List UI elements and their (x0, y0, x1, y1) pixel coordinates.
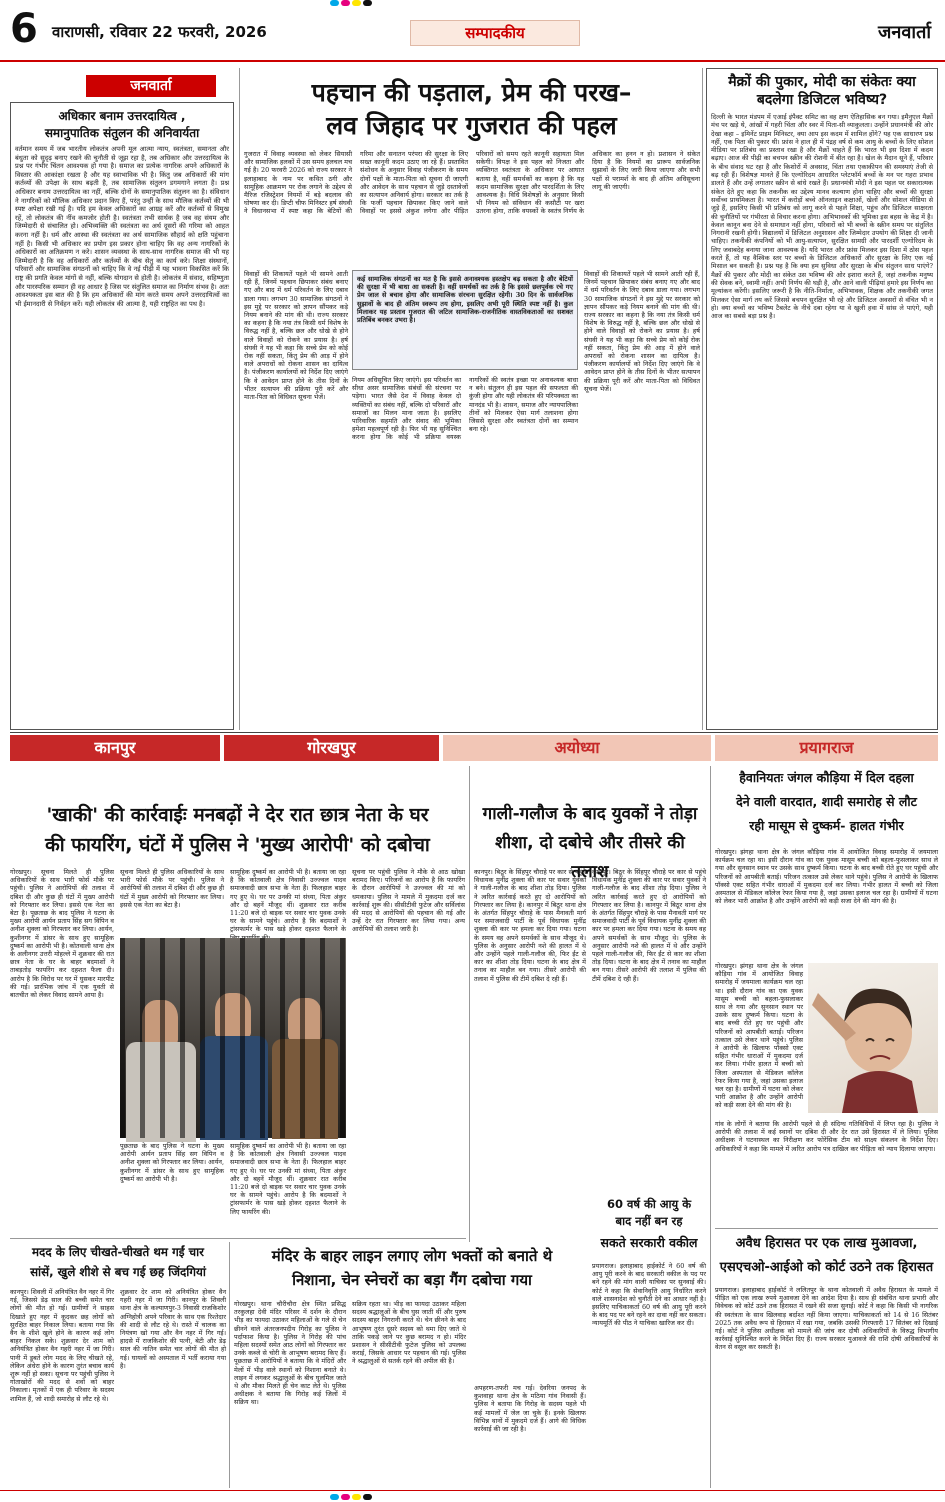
section-divider (10, 732, 938, 733)
city-label-gorakhpur: गोरखपुर (224, 735, 439, 761)
galiya-headline-line2: शीशा, दो दबोचे और तीसरे की तलाश (495, 833, 685, 882)
sarkari-vakil-headline-line3: सकते सरकारी वकील (600, 1235, 698, 1250)
galiya-body-col1: कानपुर। बिठूर के सिंहपुर चौराहे पर कार से पहुंचे विधायक मुनींद्र शुक्ला की कार पर सवार युवकों ने गाली-गलौज के बाद शीशा तोड़ दिया। पुलिस ने त्वरित कार्रवाई करते हुए दो आरोपियों को गिरफ्तार कर लिया है। कानपुर में बिठूर थाना क्षेत्र के अंतर्गत सिंहपुर चौराहे के पास मैनावती मार्ग पर समाजवादी पार्टी के पूर्व विधायक मुनींद्र शुक्ला की कार पर हमला कर दिया गया। घटना के समय वह अपने समर्थकों के साथ मौजूद थे। पुलिस के अनुसार आरोपी नशे की हालत में थे और उन्होंने पहले गाली-गलौज की, फिर ईंट से कार का शीशा तोड़ दिया। घटना के बाद क्षेत्र में तनाव का माहौल बन गया। तीसरे आरोपी की तलाश में पुलिस की टीमें दबिश दे रही हैं। (474, 868, 586, 983)
main-story-body-center: नियम अधिसूचित किए जाएंगे। इस परिवर्तन का सीधा असर सामाजिक संबंधों की संरचना पर पड़ेगा। भारत जैसे देश में विवाह केवल दो व्यक्तियों का संबंध नहीं, बल्कि दो परिवारों और समाजों का मिलन माना जाता है। इसलिए पारिवारिक सहमति और संवाद की भूमिका हमेशा महत्वपूर्ण रही है। फिर भी यह सुनिश्चित करना होगा कि कोई भी प्रक्रिया वयस्क नागरिकों की स्वतंत्र इच्छा पर अनावश्यक बाधा न बने। संतुलन ही इस पहल की सफलता की कुंजी होगा और यही लोकतंत्र की परिपक्वता का मानदंड भी है। शासन, समाज और न्यायपालिका तीनों को मिलकर ऐसा मार्ग तलाशना होगा जिससे सुरक्षा और स्वतंत्रता दोनों का सम्मान बना रहे। (352, 376, 578, 442)
madad-headline-line2: सांसें, खुले शीशे से बच गई छह जिंदगियां (30, 1265, 206, 1279)
khaki-body-col3b: सामूहिक दुष्कर्म का आरोपी भी है। बताया जा रहा है कि कोतवाली क्षेत्र निवासी उज्ज्वल यादव समाजवादी छात्र सभा के नेता हैं। फिलहाल बाहर गए हुए थे। घर पर उनकी मां संध्या, पिता अंकुर और दो बहनें मौजूद थीं। शुक्रवार रात करीब 11:20 बजे दो बाइक पर सवार चार युवक उनके घर के सामने पहुंचे। आरोप है कि बदमाशों ने ट्रांसफार्मर के पास खड़े होकर दहशत फैलाने के लिए फायरिंग की। (230, 1142, 346, 1216)
editorial-title-line1: अधिकार बनाम उत्तरदायित्व , (58, 109, 186, 123)
dehla-headline-line3: रही मासूम से दुष्कर्म- हालत गंभीर (749, 818, 904, 833)
mandir-headline-line1: मंदिर के बाहर लाइन लगाए लोग भक्तों को बनाते थे (271, 1247, 553, 1265)
muavja-headline-line2: एसएचओ-आईओ को कोर्ट उठने तक हिरासत (719, 1260, 934, 1275)
galiya-headline-line1: गाली-गलौज के बाद युवकों ने तोड़ा (482, 804, 698, 824)
muavja-headline-line1: अवैध हिरासत पर एक लाख मुआवजा, (735, 1236, 918, 1251)
city-label-ayodhya: अयोध्या (443, 735, 711, 761)
page-header (0, 0, 945, 62)
khaki-headline (10, 800, 465, 860)
column-rule (469, 766, 470, 1242)
section-label: सम्पादकीय (410, 20, 580, 46)
main-headline-line1: पहचान की पड़ताल, प्रेम की परख– (311, 78, 632, 107)
paper-name: जनवार्ता (878, 22, 931, 43)
madad-headline (10, 1242, 226, 1282)
page-footer-rule (0, 1490, 945, 1491)
column-rule (710, 766, 711, 1488)
city-label-kanpur: कानपुर (10, 735, 220, 761)
editorial-box (10, 102, 234, 730)
sarkari-vakil-headline-line2: बाद नहीं बन रह (615, 1214, 683, 1228)
sarkari-vakil-headline-line1: 60 वर्ष की आयु के (606, 1197, 692, 1211)
main-story-quote: कई सामाजिक संगठनों का मत है कि इससे अनावश्यक हस्तक्षेप बढ़ सकता है और बेटियों की सुरक्षा में भी बाधा आ सकती है। वहीं समर्थकों का तर्क है कि इससे छलपूर्वक रचे गए प्रेम जाल से बचाव होगा और सामाजिक संरचना सुरक्षित रहेगी। 30 दिन के सार्वजनिक सुझावों के बाद ही अंतिम स्वरूप तय होगा, इसलिए अभी पूरी स्थिति स्पष्ट नहीं है। कुल मिलाकर यह प्रस्ताव गुजरात की जटिल सामाजिक-राजनीतिक वास्तविकताओं का सशक्त प्रतिबिंब बनकर उभरा है। (357, 275, 573, 325)
main-story-quote-box (352, 270, 578, 370)
khaki-headline-line1: 'खाकी' की कार्रवाईः मनबढ़ों ने देर रात छात्र नेता के घर (46, 804, 429, 826)
story-divider (10, 1238, 466, 1239)
main-headline-line2: लव जिहाद पर गुजरात की पहल (326, 111, 617, 140)
khaki-body-col2: सूचना मिलते ही पुलिस अधिकारियों के साथ भारी फोर्स मौके पर पहुंची। पुलिस ने आरोपियों की तलाश में दबिश दी और कुछ ही घंटों में मुख्य आरोपी को गिरफ्तार कर लिया। इससे एक नेता का बेटा है। (120, 868, 224, 909)
registration-marks-bottom (330, 1494, 374, 1500)
madad-body-col2: शुक्रवार देर शाम को अनियंत्रित होकर वैन गहरी नहर में जा गिरी। कानपुर के शिवली थाना क्षेत्र के कल्याणपुर-3 निवासी राजकिशोर अग्निहोत्री अपने परिवार के साथ एक रिश्तेदार की शादी से लौट रहे थे। रास्ते में चालक का नियंत्रण खो गया और वैन नहर में गिर गई। हादसे में राजकिशोर की पत्नी, बेटी और डेढ़ साल की नातिन समेत चार लोगों की मौत हो गई। घायलों को अस्पताल में भर्ती कराया गया है। (120, 1288, 226, 1370)
dehla-body-bottom: गांव के लोगों ने बताया कि आरोपी पहले से ही संदिग्ध गतिविधियों में लिप्त रहा है। पुलिस ने आरोपी की तलाश में कई स्थानों पर दबिश दी और देर रात उसे हिरासत में ले लिया। पुलिस अधीक्षक ने घटनास्थल का निरीक्षण कर फोरेंसिक टीम को साक्ष्य संकलन के निर्देश दिए। अधिकारियों ने कहा कि मामले में त्वरित आरोप पत्र दाखिल कर पीड़िता को न्याय दिलाया जाएगा। (715, 1120, 938, 1153)
muavja-body: प्रयागराज। इलाहाबाद हाईकोर्ट ने ललितपुर के थाना कोतवाली में अवैध हिरासत के मामले में पीड़ित को एक लाख रुपये मुआवजा देने का आदेश दिया है। साथ ही संबंधित थाना प्रभारी और विवेचक को कोर्ट उठने तक हिरासत में रखने की सजा सुनाई। कोर्ट ने कहा कि किसी भी नागरिक की स्वतंत्रता के साथ खिलवाड़ बर्दाश्त नहीं किया जाएगा। याचिकाकर्ता को 14 से 16 सितंबर 2025 तक अवैध रूप से हिरासत में रखा गया, जबकि उसकी गिरफ्तारी 17 सितंबर को दिखाई गई। कोर्ट ने पुलिस अधीक्षक को मामले की जांच कर दोषी अधिकारियों के विरुद्ध विभागीय कार्रवाई सुनिश्चित करने के निर्देश दिए हैं। राज्य सरकार मुआवजे की राशि दोषी अधिकारियों के वेतन से वसूल कर सकती है। (715, 1286, 938, 1352)
editorial-body: वर्तमान समय में जब भारतीय लोकतंत्र अपनी मूल आत्मा न्याय, स्वतंत्रता, समानता और बंधुता को सुदृढ़ बनाए रखने की चुनौती से जूझ रहा है, तब अधिकार और उत्तरदायित्व के प्रश्न पर गंभीर चिंतन आवश्यक हो गया है। समाज का प्रत्येक नागरिक अपने अधिकारों के विस्तार की आकांक्षा रखता है और यह स्वाभाविक भी है। किंतु जब अधिकारों की मांग कर्तव्यों की उपेक्षा के साथ बढ़ती है, तब सामाजिक संतुलन डगमगाने लगता है। प्रश्न अधिकार बनाम उत्तरदायित्व का नहीं, बल्कि दोनों के समानुपातिक संतुलन का है। संविधान ने नागरिकों को मौलिक अधिकार प्रदान किए हैं, परंतु उन्हीं के साथ मौलिक कर्तव्यों की भी स्पष्ट अपेक्षा रखी गई है। यदि हम केवल अधिकारों का आग्रह करें और कर्तव्यों से विमुख रहें, तो लोकतंत्र की नींव कमजोर होती है। स्वतंत्रता तभी सार्थक है जब वह संयम और जिम्मेदारी से संचालित हो। अभिव्यक्ति की स्वतंत्रता का अर्थ दूसरों की गरिमा को आहत करना नहीं है। धर्म और आस्था की स्वतंत्रता का अर्थ सामाजिक सौहार्द को क्षति पहुंचाना नहीं है। किसी भी अधिकार का प्रयोग इस प्रकार होना चाहिए कि वह अन्य नागरिकों के अधिकारों का अतिक्रमण न करे। शासन व्यवस्था के साथ-साथ नागरिक समाज की भी यह जिम्मेदारी है कि वह अधिकारों और कर्तव्यों के बीच सेतु का कार्य करे। शिक्षा संस्थानों, परिवारों और सामाजिक संगठनों को चाहिए कि वे नई पीढ़ी में यह भावना विकसित करें कि राष्ट्र की प्रगति केवल मांगों से नहीं, बल्कि योगदान से होती है। लोकतंत्र में संवाद, सहिष्णुता और पारस्परिक सम्मान ही वह आधार है जिस पर संतुलित समाज का निर्माण संभव है। अतः आवश्यकता इस बात की है कि हम अधिकारों की मांग करते समय अपने उत्तरदायित्वों का भी ईमानदारी से निर्वहन करें। यही लोकतंत्र की आत्मा है, यही राष्ट्रहित का पथ है। (15, 145, 229, 308)
main-story-body-left: विवाहों की शिकायतें पहले भी सामने आती रही हैं, जिनमें पहचान छिपाकर संबंध बनाए गए और बाद में धर्म परिवर्तन के लिए दबाव डाला गया। लगभग 30 सामाजिक संगठनों ने इस मुद्दे पर सरकार को ज्ञापन सौंपकर कड़े नियम बनाने की मांग की थी। राज्य सरकार का कहना है कि नया तंत्र किसी धर्म विशेष के विरुद्ध नहीं है, बल्कि छल और धोखे से होने वाले विवाहों को रोकने का प्रयास है। हर्ष संघवी ने यह भी कहा कि सच्चे प्रेम को कोई रोक नहीं सकता, किंतु प्रेम की आड़ में होने वाले अपराधों को रोकना शासन का दायित्व है। पंजीकरण कार्यालयों को निर्देश दिए जाएंगे कि वे आवेदन प्राप्त होने के तीस दिनों के भीतर सत्यापन की प्रक्रिया पूरी करें और माता-पिता को विधिवत सूचना भेजें। (244, 270, 348, 402)
main-story-body-top: गुजरात में विवाह व्यवस्था को लेकर सियासी और सामाजिक हलकों में उस समय हलचल मच गई है। 20 फरवरी 2026 को राज्य सरकार ने इलाहाबाद के नाम पर कथित ठगी और सामूहिक आक्रमण पर रोक लगाने के उद्देश्य से मैरिज रजिस्ट्रेशन नियमों में बड़े बदलाव की घोषणा कर दी। डिप्टी चीफ मिनिस्टर हर्ष संघवी ने विधानसभा में स्पष्ट कहा कि बेटियों की गरिमा और सनातन परंपरा की सुरक्षा के लिए सख्त कानूनी कदम उठाए जा रहे हैं। प्रस्तावित संशोधन के अनुसार विवाह पंजीकरण के समय दोनों पक्षों के माता-पिता को सूचना दी जाएगी और आवेदन के साथ पहचान से जुड़े दस्तावेजों का सत्यापन अनिवार्य होगा। सरकार का तर्क है कि फर्जी पहचान छिपाकर किए जाने वाले विवाहों पर इससे अंकुश लगेगा और पीड़ित परिवारों को समय रहते कानूनी सहायता मिल सकेगी। विपक्ष ने इस पहल को निजता और व्यक्तिगत स्वतंत्रता के अधिकार पर आघात बताया है, वहीं समर्थकों का कहना है कि यह कदम सामाजिक सुरक्षा और पारदर्शिता के लिए आवश्यक है। विधि विशेषज्ञों के अनुसार किसी भी नियम को संविधान की कसौटी पर खरा उतरना होगा, ताकि वयस्कों के स्वतंत्र निर्णय के अधिकार का हनन न हो। प्रशासन ने संकेत दिया है कि नियमों का प्रारूप सार्वजनिक सुझावों के लिए जारी किया जाएगा और सभी पक्षों से परामर्श के बाद ही अंतिम अधिसूचना लागू की जाएगी। (244, 150, 700, 216)
main-story-body-right: विवाहों की शिकायतें पहले भी सामने आती रही हैं, जिनमें पहचान छिपाकर संबंध बनाए गए और बाद में धर्म परिवर्तन के लिए दबाव डाला गया। लगभग 30 सामाजिक संगठनों ने इस मुद्दे पर सरकार को ज्ञापन सौंपकर कड़े नियम बनाने की मांग की थी। राज्य सरकार का कहना है कि नया तंत्र किसी धर्म विशेष के विरुद्ध नहीं है, बल्कि छल और धोखे से होने वाले विवाहों को रोकने का प्रयास है। हर्ष संघवी ने यह भी कहा कि सच्चे प्रेम को कोई रोक नहीं सकता, किंतु प्रेम की आड़ में होने वाले अपराधों को रोकना शासन का दायित्व है। पंजीकरण कार्यालयों को निर्देश दिए जाएंगे कि वे आवेदन प्राप्त होने के तीस दिनों के भीतर सत्यापन की प्रक्रिया पूरी करें और माता-पिता को विधिवत सूचना भेजें। (584, 270, 700, 393)
editorial-title-line2: समानुपातिक संतुलन की अनिवार्यता (44, 126, 200, 140)
main-headline (244, 76, 699, 142)
right-column-headline: मैक्रों की पुकार, मोदी का संकेतः क्या बदलेगा डिजिटल भविष्य? (728, 74, 916, 108)
khaki-body-col4: सूचना पर पहुंची पुलिस ने मौके से आठ खोखा बरामद किए। परिजनों का आरोप है कि फायरिंग के दौरान आरोपियों ने उज्ज्वल की मां को धमकाया। पुलिस ने मामले में मुकदमा दर्ज कर कार्रवाई शुरू की। सीसीटीवी फुटेज और सर्विलांस की मदद से आरोपियों की पहचान की गई और उन्हें देर रात गिरफ्तार कर लिया गया। अन्य आरोपियों की तलाश जारी है। (352, 868, 465, 934)
mandir-headline-line2: निशाना, चेन स्नेचरों का बड़ा गैंग दबोचा गया (292, 1271, 532, 1289)
story-divider (715, 1228, 938, 1229)
khaki-body-col3: सामूहिक दुष्कर्म का आरोपी भी है। बताया जा रहा है कि कोतवाली क्षेत्र निवासी उज्ज्वल यादव समाजवादी छात्र सभा के नेता हैं। फिलहाल बाहर गए हुए थे। घर पर उनकी मां संध्या, पिता अंकुर और दो बहनें मौजूद थीं। शुक्रवार रात करीब 11:20 बजे दो बाइक पर सवार चार युवक उनके घर के सामने पहुंचे। आरोप है कि बदमाशों ने ट्रांसफार्मर के पास खड़े होकर दहशत फैलाने के (230, 868, 346, 934)
galiya-body-col2: कानपुर। बिठूर के सिंहपुर चौराहे पर कार से पहुंचे विधायक मुनींद्र शुक्ला की कार पर सवार युवकों ने गाली-गलौज के बाद शीशा तोड़ दिया। पुलिस ने त्वरित कार्रवाई करते हुए दो आरोपियों को गिरफ्तार कर लिया है। कानपुर में बिठूर थाना क्षेत्र के अंतर्गत सिंहपुर चौराहे के पास मैनावती मार्ग पर समाजवादी पार्टी के पूर्व विधायक मुनींद्र शुक्ला की कार पर हमला कर दिया गया। घटना के समय वह अपने समर्थकों के साथ मौजूद थे। पुलिस के अनुसार आरोपी नशे की हालत में थे और उन्होंने पहले गाली-गलौज की, फिर ईंट से कार का शीशा तोड़ दिया। घटना के बाद क्षेत्र में तनाव का माहौल बन गया। तीसरे आरोपी की तलाश में पुलिस की टीमें दबिश दे रही हैं। (592, 868, 706, 983)
mandir-body-col3: अपहरण-तफरी मच गई। देवरिया जनपद के कुशवाहा थाना क्षेत्र के मठिया गांव निवासी हैं। पुलिस ने बताया कि गिरोह के सदस्य पहले भी कई मामलों में जेल जा चुके हैं। इनके खिलाफ विभिन्न थानों में मुकदमे दर्ज हैं। आगे की विधिक कार्रवाई की जा रही है। (474, 1384, 586, 1434)
khaki-photo-caption: पूछताछ के बाद पुलिस ने घटना के मुख्य आरोपी आर्यन प्रताप सिंह सग विपिन व अनीश शुक्ला को गिरफ्तार कर लिया। आर्यन, कुशीनगर में डांसर के साथ हुए सामूहिक दुष्कर्म का आरोपी भी है। (120, 1142, 224, 1183)
left-column-tag: जनवार्ता (86, 75, 216, 97)
column-rule (239, 68, 240, 730)
madad-body-col1: कानपुर। शिवली में अनियंत्रित वैन नहर में गिर गई, जिससे डेढ़ साल की बच्ची समेत चार लोगों की मौत हो गई। ग्रामीणों ने साहस दिखाते हुए नहर में कूदकर छह लोगों को सुरक्षित बाहर निकाल लिया। बताया गया कि वैन के शीशे खुले होने के कारण कई लोग बाहर निकल सके। शुक्रवार देर शाम को अनियंत्रित होकर वैन गहरी नहर में जा गिरी। पानी में डूबते लोग मदद के लिए चीखते रहे, लेकिन अंधेरा होने के कारण तुरंत बचाव कार्य शुरू नहीं हो सका। सूचना पर पहुंची पुलिस ने गोताखोरों की मदद से शवों को बाहर निकाला। मृतकों में एक ही परिवार के सदस्य शामिल हैं, जो शादी समारोह से लौट रहे थे। (10, 1288, 114, 1403)
madad-headline-line1: मदद के लिए चीखते-चीखते थम गईं चार (32, 1245, 204, 1259)
page-number: 6 (10, 6, 38, 52)
sarkari-vakil-headline (592, 1196, 706, 1251)
khaki-headline-line2: की फायरिंग, घंटों में पुलिस ने 'मुख्य आरोपी' को दबोचा (45, 834, 430, 856)
mandir-body-col1: गोरखपुर। थाना चौरीचौरा क्षेत्र स्थित प्रसिद्ध तरकुलहा देवी मंदिर परिसर में दर्शन के दौरान भीड़ का फायदा उठाकर महिलाओं के गले से चेन छीनने वाले अंतरजनपदीय गिरोह का पुलिस ने पर्दाफाश किया है। पुलिस ने गिरोह की पांच महिला सदस्यों समेत आठ लोगों को गिरफ्तार कर उनके कब्जे से चोरी के आभूषण बरामद किए हैं। पूछताछ में आरोपियों ने बताया कि वे मंदिरों और मेलों में भीड़ वाले स्थानों को निशाना बनाते थे। लाइन में लगकर श्रद्धालुओं के बीच घुलमिल जाते थे और मौका मिलते ही चेन काट लेते थे। पुलिस अधीक्षक ने बताया कि गिरोह कई जिलों में सक्रिय था। (234, 1300, 346, 1407)
right-column-body: दिल्ली के भारत मंडपम में एआई इंपैक्ट समिट का वह क्षण ऐतिहासिक बन गया। इमैनुएल मैक्रों मंच पर खड़े थे, आंखों में गहरी चिंता और स्वर में पिता-सी व्याकुलता। उन्होंने प्रधानमंत्री की ओर देखा कहा – इमिनेंट प्राइम मिनिस्टर, क्या आप इस कदम में शामिल होंगे? यह एक साधारण प्रश्न नहीं, एक पिता की पुकार थी। फ्रांस ने हाल ही में पंद्रह वर्ष से कम आयु के बच्चों के लिए सोशल मीडिया पर प्रतिबंध का प्रस्ताव रखा है और मैक्रों चाहते हैं कि भारत भी इस दिशा में कदम बढ़ाए। आज की पीढ़ी का बचपन स्क्रीन की रोशनी में बीत रहा है। खेल के मैदान सूने हैं, परिवार के बीच संवाद घट रहा है और किशोरों में अवसाद, चिंता तथा एकाकीपन की समस्याएं तेजी से बढ़ रही हैं। विशेषज्ञ मानते हैं कि एल्गोरिदम आधारित प्लेटफॉर्म बच्चों के मन पर गहरा प्रभाव डालते हैं और उन्हें लगातार स्क्रीन से बांधे रखते हैं। प्रधानमंत्री मोदी ने इस पहल पर सकारात्मक संकेत देते हुए कहा कि तकनीक का उद्देश्य मानव कल्याण होना चाहिए और बच्चों की सुरक्षा सर्वोच्च प्राथमिकता है। भारत में करोड़ों बच्चे ऑनलाइन कक्षाओं, खेलों और सोशल मीडिया से जुड़े हैं, इसलिए किसी भी प्रतिबंध को लागू करने से पहले शिक्षा, पहुंच और डिजिटल साक्षरता की चुनौतियों पर गंभीरता से विचार करना होगा। अभिभावकों की भूमिका इस बहस के केंद्र में है। केवल कानून बना देने से समाधान नहीं होगा, परिवारों को भी बच्चों के स्क्रीन समय पर संतुलित निगरानी रखनी होगी। विद्यालयों में डिजिटल अनुशासन और जिम्मेदार उपयोग की शिक्षा दी जानी चाहिए। तकनीकी कंपनियों को भी आयु-सत्यापन, सुरक्षित सामग्री और पारदर्शी एल्गोरिदम के लिए जवाबदेह बनाया जाना आवश्यक है। यदि भारत और फ्रांस मिलकर इस दिशा में ठोस पहल करते हैं, तो यह वैश्विक स्तर पर बच्चों के डिजिटल अधिकारों और सुरक्षा के लिए एक नई मिसाल बन सकती है। प्रश्न यह है कि क्या हम सुविधा और सुरक्षा के बीच संतुलन साध पाएंगे? मैक्रों की पुकार और मोदी का संकेत उस भविष्य की ओर इशारा करते हैं, जहां तकनीक मनुष्य की सेवक बने, स्वामी नहीं। अभी निर्णय की घड़ी है, और आने वाली पीढ़ियां हमारे इस निर्णय का मूल्यांकन करेंगी। इसलिए जरूरी है कि नीति-निर्माता, अभिभावक, शिक्षक और तकनीकी जगत मिलकर ऐसा मार्ग तय करें जिससे बचपन सुरक्षित भी रहे और डिजिटल अवसरों से वंचित भी न हो। क्या बच्चों का भविष्य टैबलेट के नीचे दबा रहेगा या वे खुली हवा में सांस ले पाएंगे, यही आज का सबसे बड़ा प्रश्न है। (711, 113, 933, 321)
dateline: वाराणसी, रविवार 22 फरवरी, 2026 (52, 23, 267, 41)
dehla-body-top: गोरखपुर। झंगहा थाना क्षेत्र के जंगल कौड़िया गांव में आयोजित विवाह समारोह में जयमाला कार्यक्रम चल रहा था। इसी दौरान गांव का एक युवक मासूम बच्ची को बहला-फुसलाकर साथ ले गया और सुनसान स्थान पर उसके साथ दुष्कर्म किया। घटना के बाद बच्ची रोते हुए घर पहुंची और परिजनों को आपबीती बताई। परिजन तत्काल उसे लेकर थाने पहुंचे। पुलिस ने आरोपी के खिलाफ पॉक्सो एक्ट सहित गंभीर धाराओं में मुकदमा दर्ज कर लिया। गंभीर हालत में बच्ची को जिला अस्पताल से मेडिकल कॉलेज रेफर किया गया है, जहां उसका इलाज चल रहा है। ग्रामीणों में घटना को लेकर भारी आक्रोश है और उन्होंने आरोपी को कड़ी सजा देने की मांग की है। (715, 848, 938, 906)
mandir-body-col2: सक्रिय रहता था। भीड़ का फायदा उठाकर महिला सदस्य श्रद्धालुओं के बीच घुस जाती थीं और पुरुष सदस्य बाहर निगरानी करते थे। चेन छीनने के बाद आभूषण तुरंत दूसरे सदस्य को थमा दिए जाते थे ताकि पकड़े जाने पर कुछ बरामद न हो। मंदिर प्रशासन ने सीसीटीवी फुटेज पुलिस को उपलब्ध कराई, जिसके आधार पर पहचान की गई। पुलिस ने श्रद्धालुओं से सतर्क रहने की अपील की है। (352, 1300, 466, 1366)
column-rule (229, 1242, 230, 1488)
khaki-body-col1: गोरखपुर। सूचना मिलते ही पुलिस अधिकारियों के साथ भारी फोर्स मौके पर पहुंची। पुलिस ने आरोपियों की तलाश में दबिश दी और कुछ ही घंटों में मुख्य आरोपी को गिरफ्तार कर लिया। इससे एक नेता का बेटा है। पूछताछ के बाद पुलिस ने घटना के मुख्य आरोपी आर्यन प्रताप सिंह सग विपिन व अनीश शुक्ला को गिरफ्तार कर लिया। आर्यन, कुशीनगर में डांसर के साथ हुए सामूहिक दुष्कर्म का आरोपी भी है। कोतवाली थाना क्षेत्र के अलीनगर उत्तरी मोहल्ले में शुक्रवार की रात छात्र नेता के घर के बाहर बदमाशों ने ताबड़तोड़ फायरिंग कर दहशत फैला दी। आरोप है कि विरोध पर घर में घुसकर मारपीट की गई। प्रारंभिक जांच में एक युवती से बातचीत को लेकर विवाद सामने आया है। (10, 868, 114, 1000)
right-column-box (706, 68, 938, 730)
city-label-prayagraj: प्रयागराज (715, 735, 938, 761)
dehla-headline-line2: देने वाली वारदात, शादी समारोह से लौट (736, 794, 917, 809)
column-rule (702, 68, 703, 730)
dehla-body-side: गोरखपुर। झंगहा थाना क्षेत्र के जंगल कौड़िया गांव में आयोजित विवाह समारोह में जयमाला कार्यक्रम चल रहा था। इसी दौरान गांव का एक युवक मासूम बच्ची को बहला-फुसलाकर साथ ले गया और सुनसान स्थान पर उसके साथ दुष्कर्म किया। घटना के बाद बच्ची रोते हुए घर पहुंची और परिजनों को आपबीती बताई। परिजन तत्काल उसे लेकर थाने पहुंचे। पुलिस ने आरोपी के खिलाफ पॉक्सो एक्ट सहित गंभीर धाराओं में मुकदमा दर्ज कर लिया। गंभीर हालत में बच्ची को जिला अस्पताल से मेडिकल कॉलेज रेफर किया गया है, जहां उसका इलाज चल रहा है। ग्रामीणों में घटना को लेकर भारी आक्रोश है और उन्होंने आरोपी को कड़ी सजा देने की मांग की है। (715, 962, 803, 1110)
dehla-headline-line1: हैवानियतः जंगल कौड़िया में दिल दहला (739, 770, 914, 785)
muavja-headline (715, 1232, 938, 1280)
dehla-headline (715, 766, 938, 838)
news-photo-accused (120, 938, 346, 1138)
mandir-headline (234, 1244, 590, 1292)
sarkari-vakil-body: प्रयागराज। इलाहाबाद हाईकोर्ट ने 60 वर्ष की आयु पूरी करने के बाद सरकारी वकील के पद पर बने रहने की मांग वाली याचिका पर सुनवाई की। कोर्ट ने कहा कि सेवानिवृत्ति आयु निर्धारित करने वाले शासनादेश को चुनौती देने का आधार नहीं है। इसलिए याचिकाकर्ता 60 वर्ष की आयु पूरी करने के बाद पद पर बने रहने का दावा नहीं कर सकता। न्यायमूर्ति की पीठ ने याचिका खारिज कर दी। (592, 1262, 706, 1328)
victim-illustration (808, 963, 938, 1113)
crying-child-icon (808, 963, 938, 1113)
